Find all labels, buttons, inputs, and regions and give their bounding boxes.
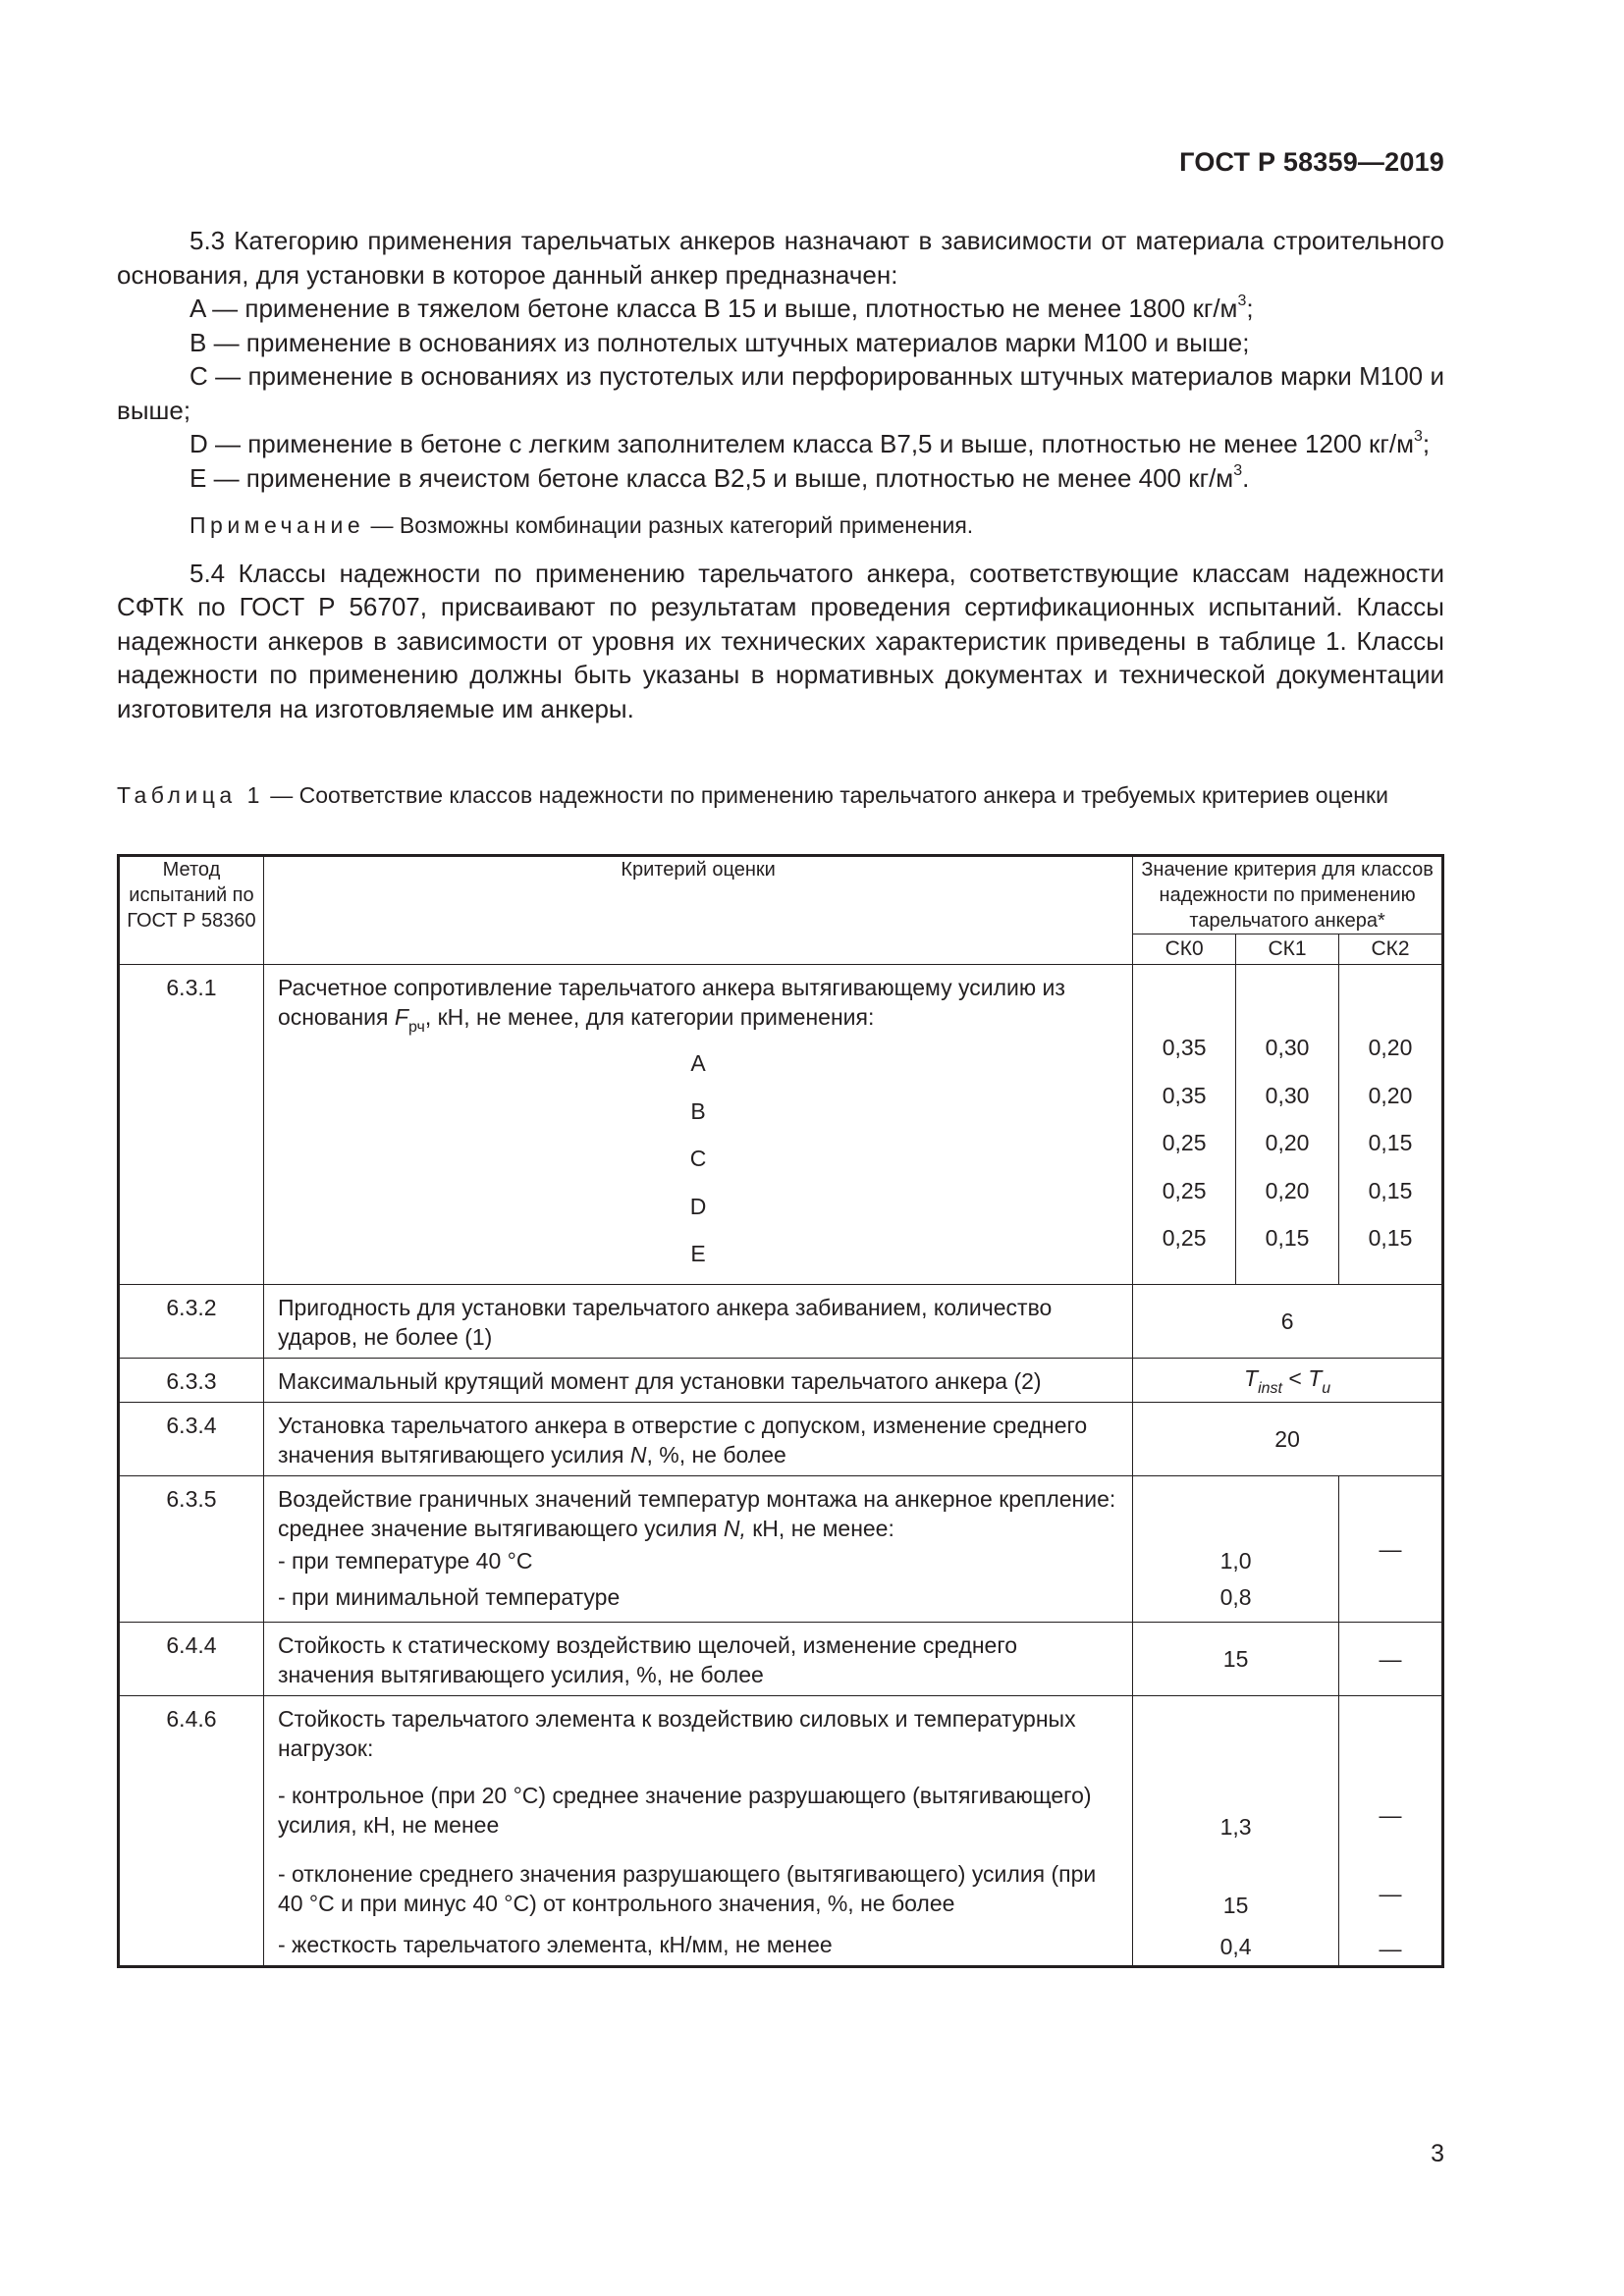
method-cell: 6.3.2 [119, 1284, 264, 1358]
table-row-6-3-2 [119, 1284, 1443, 1358]
criterion-cell: Стойкость к статическому воздействию щелочей, изменение среднего значения вытягивающего усилия, %, не более [263, 1622, 1132, 1695]
category-item-a: A — применение в тяжелом бетоне класса В 15 и выше, плотностью не менее 1800 $кг/м^3$; [189, 293, 1254, 323]
method-cell: 6.3.1 [119, 965, 264, 1285]
category-item-c: C — применение в основаниях из пустотелых или перфорированных штучных материалов марки М100 и выше; [117, 361, 1444, 425]
method-cell: 6.3.3 [119, 1358, 264, 1402]
table-row-6-3-1 [119, 965, 1443, 1285]
table-row-6-4-6 [119, 1695, 1443, 1966]
table-row-6-3-3 [119, 1358, 1443, 1402]
section-5-4-text: 5.4 Классы надежности по применению тарельчатого анкера, соответствующие классам надежности СФТК по ГОСТ Р 56707, присваивают по результатам проведения сертификационных испытаний. Классы надежности анкеров в зависимости от уровня их технических характеристик приведены в таблице 1. Классы надежности по применению должны быть указаны в нормативных документах и технической документации изготовителя на изготовляемые им анкеры. [117, 558, 1444, 723]
table-row-6-3-5 [119, 1475, 1443, 1622]
value-cell: $T_{inst} < T_u$ [1133, 1358, 1443, 1402]
category-item-b: B — применение в основаниях из полнотелых штучных материалов марки М100 и выше; [189, 327, 1250, 357]
ck2-cell: — [1339, 1622, 1443, 1695]
ck2-cell: — — — [1339, 1695, 1443, 1966]
category-b: B [690, 1097, 706, 1124]
criterion-cell: Воздействие граничных значений температур монтажа на анкерное крепление: среднее значение вытягивающего усилия N, кН, не менее: - при температуре 40 °C - при минимальной температуре [263, 1475, 1132, 1622]
ck2-cell: — [1339, 1475, 1443, 1622]
header-method: Метод испытаний по ГОСТ Р 58360 [119, 856, 264, 965]
method-cell: 6.4.6 [119, 1695, 264, 1966]
criterion-cell: Стойкость тарельчатого элемента к воздействию силовых и температурных нагрузок: - контрольное (при 20 °C) среднее значение разрушающего (вытягивающего) усилия, кН, не менее - отклонение среднего значения разрушающего (вытягивающего) усилия (при 40 °C и при минус 40 °C) от контрольного значения, %, не более - жесткость тарельчатого элемента, кН/мм, не менее [263, 1695, 1132, 1966]
page-number: 3 [1431, 2140, 1444, 2167]
table-caption-text: — Соответствие классов надежности по применению тарельчатого анкера и требуемых критериев оценки [263, 782, 1388, 808]
method-cell: 6.3.4 [119, 1402, 264, 1475]
header-class-ck0: СК0 [1133, 934, 1236, 965]
table-caption-label: Таблица 1 [117, 782, 264, 808]
section-5-3-intro: 5.3 Категорию применения тарельчатых анкеров назначают в зависимости от материала строительного основания, для установки в которое данный анкер предназначен: [117, 226, 1444, 290]
note-label: Примечание [189, 512, 365, 538]
value-cell: 1,3 15 0,4 [1133, 1695, 1339, 1966]
header-criterion: Критерий оценки [263, 856, 1132, 965]
category-list [278, 1040, 1118, 1278]
method-cell: 6.4.4 [119, 1622, 264, 1695]
criterion-cell: Пригодность для установки тарельчатого анкера забиванием, количество ударов, не более (1) [263, 1284, 1132, 1358]
body-text [117, 224, 1444, 725]
note [117, 508, 1444, 543]
ck2-values: 0,20 0,20 0,15 0,15 0,15 [1339, 965, 1443, 1285]
header-values: Значение критерия для классов надежности по применению тарельчатого анкера* [1133, 856, 1443, 934]
ck0-values: 0,35 0,35 0,25 0,25 0,25 [1133, 965, 1236, 1285]
document-code-header: ГОСТ Р 58359—2019 [1179, 147, 1444, 177]
table-header-row [119, 856, 1443, 934]
note-text: — Возможны комбинации разных категорий применения. [364, 512, 974, 538]
method-cell: 6.3.5 [119, 1475, 264, 1622]
table-caption [117, 780, 1444, 811]
criterion-cell: Установка тарельчатого анкера в отверстие с допуском, изменение среднего значения вытягивающего усилия N, %, не более [263, 1402, 1132, 1475]
category-d: D [689, 1193, 707, 1219]
category-a: A [690, 1050, 706, 1076]
ck1-values: 0,30 0,30 0,20 0,20 0,15 [1236, 965, 1339, 1285]
category-item-d: D — применение в бетоне с легким заполнителем класса В7,5 и выше, плотностью не менее 1200 $кг/м^3$; [189, 428, 1431, 458]
value-cell: 6 [1133, 1284, 1443, 1358]
reliability-classes-table [117, 854, 1444, 1968]
header-class-ck2: СК2 [1339, 934, 1443, 965]
value-cell: 1,0 0,8 [1133, 1475, 1339, 1622]
table-row-6-4-4 [119, 1622, 1443, 1695]
criterion-cell: Максимальный крутящий момент для установки тарельчатого анкера (2) [263, 1358, 1132, 1402]
category-c: C [689, 1146, 707, 1171]
category-item-e: E — применение в ячеистом бетоне класса В2,5 и выше, плотностью не менее 400 $кг/м^3$. [189, 461, 1250, 493]
table-row-6-3-4 [119, 1402, 1443, 1475]
value-cell: 20 [1133, 1402, 1443, 1475]
value-cell: 15 [1133, 1622, 1339, 1695]
header-class-ck1: СК1 [1236, 934, 1339, 965]
category-e: E [690, 1241, 706, 1266]
criterion-cell: Расчетное сопротивление тарельчатого анкера вытягивающему усилию из основания $F_{рч}$, кН, не менее, для категории применения: A B C D E [263, 965, 1132, 1285]
